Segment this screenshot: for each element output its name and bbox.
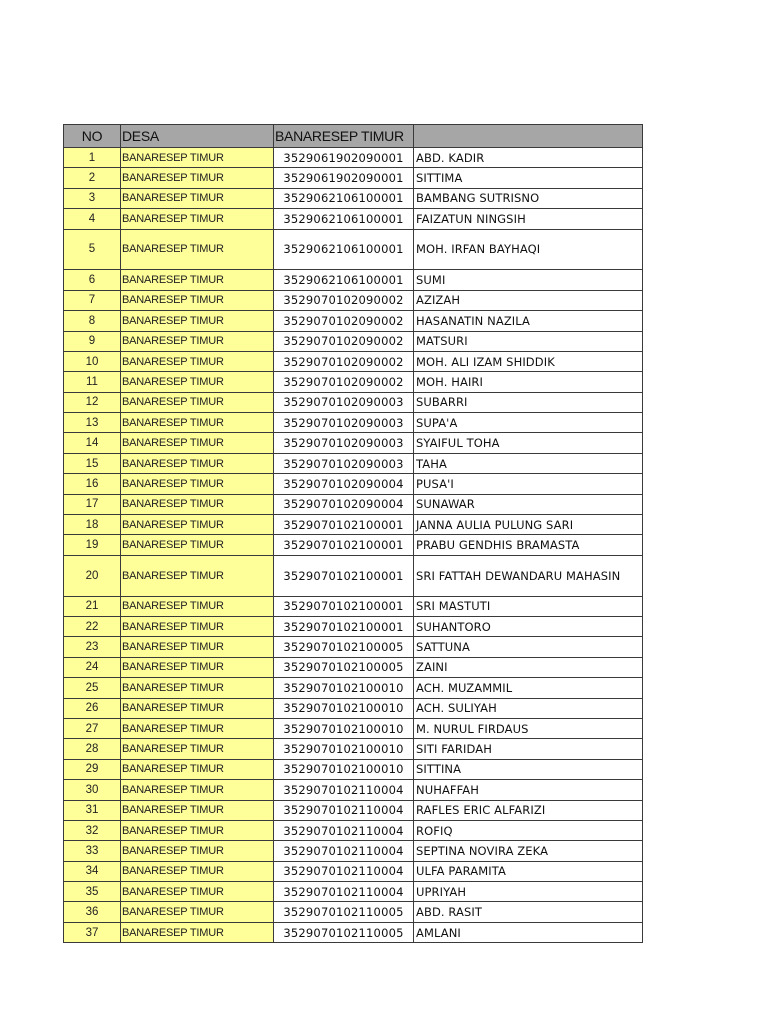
cell-desa[interactable]: BANARESEP TIMUR bbox=[121, 351, 274, 371]
cell-desa[interactable]: BANARESEP TIMUR bbox=[121, 820, 274, 840]
cell-no[interactable]: 21 bbox=[64, 596, 121, 616]
cell-name[interactable]: SUPA'A bbox=[414, 413, 643, 433]
cell-desa[interactable]: BANARESEP TIMUR bbox=[121, 617, 274, 637]
table-row bbox=[64, 902, 643, 922]
cell-no[interactable]: 13 bbox=[64, 413, 121, 433]
cell-id-number[interactable]: 3529061902090001 bbox=[274, 148, 414, 168]
cell-desa[interactable]: BANARESEP TIMUR bbox=[121, 413, 274, 433]
cell-id-number[interactable]: 3529070102100005 bbox=[274, 637, 414, 657]
cell-desa[interactable]: BANARESEP TIMUR bbox=[121, 678, 274, 698]
cell-name[interactable]: ACH. MUZAMMIL bbox=[414, 678, 643, 698]
cell-id-number[interactable]: 3529070102090003 bbox=[274, 413, 414, 433]
cell-no[interactable]: 29 bbox=[64, 759, 121, 779]
cell-desa[interactable]: BANARESEP TIMUR bbox=[121, 372, 274, 392]
cell-no[interactable]: 20 bbox=[64, 555, 121, 596]
cell-desa[interactable]: BANARESEP TIMUR bbox=[121, 474, 274, 494]
cell-name[interactable]: AMLANI bbox=[414, 922, 643, 942]
table-row bbox=[64, 392, 643, 412]
table-row bbox=[64, 515, 643, 535]
cell-no[interactable]: 25 bbox=[64, 678, 121, 698]
header-name bbox=[414, 125, 643, 148]
cell-id-number[interactable]: 3529070102110005 bbox=[274, 922, 414, 942]
cell-id-number[interactable]: 3529070102090002 bbox=[274, 311, 414, 331]
cell-desa[interactable]: BANARESEP TIMUR bbox=[121, 270, 274, 290]
table-row bbox=[64, 290, 643, 310]
cell-no[interactable]: 3 bbox=[64, 188, 121, 208]
cell-no[interactable]: 18 bbox=[64, 515, 121, 535]
table-row bbox=[64, 861, 643, 881]
cell-name[interactable]: SUHANTORO bbox=[414, 617, 643, 637]
cell-id-number[interactable]: 3529070102100001 bbox=[274, 535, 414, 555]
header-row bbox=[64, 125, 643, 148]
cell-desa[interactable]: BANARESEP TIMUR bbox=[121, 637, 274, 657]
table-row bbox=[64, 188, 643, 208]
cell-id-number[interactable]: 3529070102100001 bbox=[274, 515, 414, 535]
cell-no[interactable]: 35 bbox=[64, 882, 121, 902]
cell-no[interactable]: 27 bbox=[64, 718, 121, 738]
cell-no[interactable]: 17 bbox=[64, 494, 121, 514]
cell-desa[interactable]: BANARESEP TIMUR bbox=[121, 739, 274, 759]
spreadsheet-table-container bbox=[63, 124, 642, 943]
table-row bbox=[64, 841, 643, 861]
table-row bbox=[64, 800, 643, 820]
table-row bbox=[64, 535, 643, 555]
cell-no[interactable]: 26 bbox=[64, 698, 121, 718]
cell-no[interactable]: 7 bbox=[64, 290, 121, 310]
cell-id-number[interactable]: 3529062106100001 bbox=[274, 209, 414, 229]
cell-desa[interactable]: BANARESEP TIMUR bbox=[121, 841, 274, 861]
cell-name[interactable]: HASANATIN NAZILA bbox=[414, 311, 643, 331]
cell-desa[interactable]: BANARESEP TIMUR bbox=[121, 494, 274, 514]
cell-desa[interactable]: BANARESEP TIMUR bbox=[121, 922, 274, 942]
cell-name[interactable]: SRI MASTUTI bbox=[414, 596, 643, 616]
cell-id-number[interactable]: 3529062106100001 bbox=[274, 229, 414, 270]
cell-desa[interactable]: BANARESEP TIMUR bbox=[121, 596, 274, 616]
cell-name[interactable]: NUHAFFAH bbox=[414, 780, 643, 800]
cell-id-number[interactable]: 3529070102100010 bbox=[274, 759, 414, 779]
cell-no[interactable]: 2 bbox=[64, 168, 121, 188]
cell-no[interactable]: 34 bbox=[64, 861, 121, 881]
cell-no[interactable]: 22 bbox=[64, 617, 121, 637]
cell-desa[interactable]: BANARESEP TIMUR bbox=[121, 902, 274, 922]
table-row bbox=[64, 474, 643, 494]
cell-no[interactable]: 30 bbox=[64, 780, 121, 800]
cell-desa[interactable]: BANARESEP TIMUR bbox=[121, 780, 274, 800]
cell-desa[interactable]: BANARESEP TIMUR bbox=[121, 168, 274, 188]
table-row bbox=[64, 678, 643, 698]
table-row bbox=[64, 413, 643, 433]
cell-no[interactable]: 33 bbox=[64, 841, 121, 861]
cell-name[interactable]: RAFLES ERIC ALFARIZI bbox=[414, 800, 643, 820]
cell-no[interactable]: 11 bbox=[64, 372, 121, 392]
cell-desa[interactable]: BANARESEP TIMUR bbox=[121, 882, 274, 902]
cell-desa[interactable]: BANARESEP TIMUR bbox=[121, 433, 274, 453]
cell-no[interactable]: 36 bbox=[64, 902, 121, 922]
cell-no[interactable]: 8 bbox=[64, 311, 121, 331]
table-row bbox=[64, 718, 643, 738]
cell-name[interactable]: JANNA AULIA PULUNG SARI bbox=[414, 515, 643, 535]
cell-name[interactable]: SITTIMA bbox=[414, 168, 643, 188]
cell-desa[interactable]: BANARESEP TIMUR bbox=[121, 331, 274, 351]
cell-no[interactable]: 28 bbox=[64, 739, 121, 759]
cell-no[interactable]: 23 bbox=[64, 637, 121, 657]
cell-id-number[interactable]: 3529070102090003 bbox=[274, 433, 414, 453]
cell-desa[interactable]: BANARESEP TIMUR bbox=[121, 657, 274, 677]
cell-id-number[interactable]: 3529070102100010 bbox=[274, 698, 414, 718]
table-row bbox=[64, 759, 643, 779]
cell-id-number[interactable]: 3529070102090004 bbox=[274, 494, 414, 514]
table-row bbox=[64, 637, 643, 657]
table-row bbox=[64, 229, 643, 270]
cell-desa[interactable]: BANARESEP TIMUR bbox=[121, 229, 274, 270]
cell-no[interactable]: 16 bbox=[64, 474, 121, 494]
cell-no[interactable]: 4 bbox=[64, 209, 121, 229]
cell-name[interactable]: ULFA PARAMITA bbox=[414, 861, 643, 881]
cell-no[interactable]: 31 bbox=[64, 800, 121, 820]
cell-desa[interactable]: BANARESEP TIMUR bbox=[121, 392, 274, 412]
cell-name[interactable]: ZAINI bbox=[414, 657, 643, 677]
cell-id-number[interactable]: 3529062106100001 bbox=[274, 188, 414, 208]
table-row bbox=[64, 270, 643, 290]
cell-name[interactable]: ABD. KADIR bbox=[414, 148, 643, 168]
cell-name[interactable]: MOH. HAIRI bbox=[414, 372, 643, 392]
cell-name[interactable]: SUNAWAR bbox=[414, 494, 643, 514]
table-row bbox=[64, 494, 643, 514]
cell-id-number[interactable]: 3529070102110004 bbox=[274, 780, 414, 800]
cell-desa[interactable]: BANARESEP TIMUR bbox=[121, 535, 274, 555]
cell-name[interactable]: ABD. RASIT bbox=[414, 902, 643, 922]
table-row bbox=[64, 922, 643, 942]
cell-name[interactable]: PRABU GENDHIS BRAMASTA bbox=[414, 535, 643, 555]
cell-name[interactable]: SITI FARIDAH bbox=[414, 739, 643, 759]
cell-id-number[interactable]: 3529070102100010 bbox=[274, 678, 414, 698]
cell-id-number[interactable]: 3529070102090003 bbox=[274, 453, 414, 473]
cell-desa[interactable]: BANARESEP TIMUR bbox=[121, 290, 274, 310]
cell-no[interactable]: 19 bbox=[64, 535, 121, 555]
cell-id-number[interactable]: 3529070102100001 bbox=[274, 555, 414, 596]
cell-name[interactable]: MOH. ALI IZAM SHIDDIK bbox=[414, 351, 643, 371]
cell-name[interactable]: SRI FATTAH DEWANDARU MAHASIN bbox=[414, 555, 643, 596]
table-row bbox=[64, 739, 643, 759]
cell-id-number[interactable]: 3529070102090002 bbox=[274, 290, 414, 310]
cell-name[interactable]: PUSA'I bbox=[414, 474, 643, 494]
header-no: NO bbox=[64, 125, 121, 148]
table-row bbox=[64, 372, 643, 392]
cell-name[interactable]: TAHA bbox=[414, 453, 643, 473]
table-row bbox=[64, 209, 643, 229]
table-body bbox=[64, 148, 643, 943]
cell-no[interactable]: 9 bbox=[64, 331, 121, 351]
table-row bbox=[64, 657, 643, 677]
cell-name[interactable]: SATTUNA bbox=[414, 637, 643, 657]
cell-id-number[interactable]: 3529070102110004 bbox=[274, 800, 414, 820]
cell-id-number[interactable]: 3529070102100001 bbox=[274, 617, 414, 637]
cell-no[interactable]: 37 bbox=[64, 922, 121, 942]
cell-desa[interactable]: BANARESEP TIMUR bbox=[121, 800, 274, 820]
cell-id-number[interactable]: 3529070102110004 bbox=[274, 861, 414, 881]
cell-name[interactable]: SEPTINA NOVIRA ZEKA bbox=[414, 841, 643, 861]
cell-name[interactable]: AZIZAH bbox=[414, 290, 643, 310]
header-village-id: BANARESEP TIMUR bbox=[274, 125, 414, 148]
cell-desa[interactable]: BANARESEP TIMUR bbox=[121, 698, 274, 718]
cell-id-number[interactable]: 3529070102090002 bbox=[274, 351, 414, 371]
cell-id-number[interactable]: 3529070102100010 bbox=[274, 739, 414, 759]
cell-name[interactable]: ROFIQ bbox=[414, 820, 643, 840]
cell-id-number[interactable]: 3529070102100001 bbox=[274, 596, 414, 616]
cell-desa[interactable]: BANARESEP TIMUR bbox=[121, 759, 274, 779]
cell-id-number[interactable]: 3529070102110004 bbox=[274, 820, 414, 840]
table-row bbox=[64, 433, 643, 453]
cell-name[interactable]: SUBARRI bbox=[414, 392, 643, 412]
table-row bbox=[64, 780, 643, 800]
cell-id-number[interactable]: 3529070102100005 bbox=[274, 657, 414, 677]
cell-name[interactable]: SITTINA bbox=[414, 759, 643, 779]
table-row bbox=[64, 617, 643, 637]
cell-no[interactable]: 1 bbox=[64, 148, 121, 168]
cell-id-number[interactable]: 3529062106100001 bbox=[274, 270, 414, 290]
cell-desa[interactable]: BANARESEP TIMUR bbox=[121, 718, 274, 738]
cell-id-number[interactable]: 3529070102110004 bbox=[274, 882, 414, 902]
cell-name[interactable]: MOH. IRFAN BAYHAQI bbox=[414, 229, 643, 270]
cell-no[interactable]: 32 bbox=[64, 820, 121, 840]
cell-desa[interactable]: BANARESEP TIMUR bbox=[121, 188, 274, 208]
cell-name[interactable]: SYAIFUL TOHA bbox=[414, 433, 643, 453]
table-row bbox=[64, 148, 643, 168]
cell-desa[interactable]: BANARESEP TIMUR bbox=[121, 148, 274, 168]
table-row bbox=[64, 331, 643, 351]
cell-name[interactable]: SUMI bbox=[414, 270, 643, 290]
table-row bbox=[64, 168, 643, 188]
cell-name[interactable]: UPRIYAH bbox=[414, 882, 643, 902]
table-row bbox=[64, 555, 643, 596]
cell-desa[interactable]: BANARESEP TIMUR bbox=[121, 555, 274, 596]
table-row bbox=[64, 311, 643, 331]
cell-id-number[interactable]: 3529070102090004 bbox=[274, 474, 414, 494]
table-row bbox=[64, 596, 643, 616]
table-row bbox=[64, 453, 643, 473]
cell-name[interactable]: BAMBANG SUTRISNO bbox=[414, 188, 643, 208]
table-row bbox=[64, 882, 643, 902]
cell-name[interactable]: M. NURUL FIRDAUS bbox=[414, 718, 643, 738]
cell-no[interactable]: 5 bbox=[64, 229, 121, 270]
cell-id-number[interactable]: 3529070102090002 bbox=[274, 331, 414, 351]
cell-id-number[interactable]: 3529070102090003 bbox=[274, 392, 414, 412]
cell-desa[interactable]: BANARESEP TIMUR bbox=[121, 209, 274, 229]
cell-id-number[interactable]: 3529061902090001 bbox=[274, 168, 414, 188]
header-desa: DESA bbox=[121, 125, 274, 148]
cell-desa[interactable]: BANARESEP TIMUR bbox=[121, 861, 274, 881]
cell-id-number[interactable]: 3529070102100010 bbox=[274, 718, 414, 738]
cell-id-number[interactable]: 3529070102110004 bbox=[274, 841, 414, 861]
table-row bbox=[64, 698, 643, 718]
cell-no[interactable]: 15 bbox=[64, 453, 121, 473]
data-table bbox=[63, 124, 643, 943]
cell-name[interactable]: MATSURI bbox=[414, 331, 643, 351]
cell-desa[interactable]: BANARESEP TIMUR bbox=[121, 311, 274, 331]
cell-no[interactable]: 24 bbox=[64, 657, 121, 677]
cell-desa[interactable]: BANARESEP TIMUR bbox=[121, 515, 274, 535]
cell-no[interactable]: 12 bbox=[64, 392, 121, 412]
cell-id-number[interactable]: 3529070102090002 bbox=[274, 372, 414, 392]
cell-name[interactable]: ACH. SULIYAH bbox=[414, 698, 643, 718]
cell-name[interactable]: FAIZATUN NINGSIH bbox=[414, 209, 643, 229]
cell-id-number[interactable]: 3529070102110005 bbox=[274, 902, 414, 922]
cell-no[interactable]: 14 bbox=[64, 433, 121, 453]
cell-no[interactable]: 6 bbox=[64, 270, 121, 290]
cell-desa[interactable]: BANARESEP TIMUR bbox=[121, 453, 274, 473]
table-row bbox=[64, 820, 643, 840]
cell-no[interactable]: 10 bbox=[64, 351, 121, 371]
table-row bbox=[64, 351, 643, 371]
